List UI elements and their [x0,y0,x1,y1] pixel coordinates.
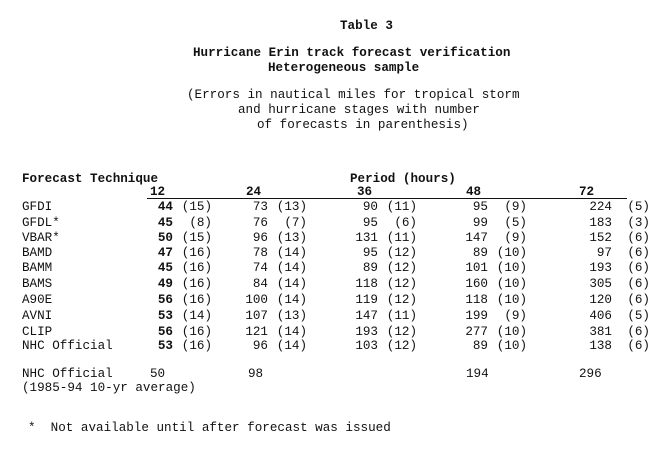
error-value: 152 [589,231,612,245]
table-subtitle: Heterogeneous sample [268,61,420,75]
error-value: 95 [362,246,378,260]
error-value: 119 [355,293,378,307]
error-value: 78 [252,246,268,260]
error-value: 89 [472,246,488,260]
error-value: 76 [252,216,268,230]
error-value: 147 [465,231,488,245]
forecast-count: (12) [386,246,417,260]
technique-subtext: (1985-94 10-yr average) [22,381,196,395]
technique-cell: NHC Official [22,367,113,381]
forecast-count: (5) [627,309,650,323]
error-value: 97 [596,246,612,260]
technique-cell: A90E [22,293,53,307]
forecast-count: (5) [504,216,527,230]
error-value: 99 [472,216,488,230]
error-value: 73 [252,200,268,214]
error-value: 305 [589,277,612,291]
error-value: 101 [465,261,488,275]
error-value: 90 [362,200,378,214]
forecast-count: (16) [181,293,212,307]
forecast-count: (12) [386,277,417,291]
error-value: 95 [362,216,378,230]
forecast-count: (5) [627,200,650,214]
error-value: 160 [465,277,488,291]
error-value: 118 [465,293,488,307]
error-value: 84 [252,277,268,291]
average-error-value: 50 [150,367,166,381]
forecast-count: (3) [627,216,650,230]
error-value: 138 [589,339,612,353]
forecast-count: (16) [181,246,212,260]
error-value: 56 [157,293,173,307]
forecast-count: (12) [386,339,417,353]
forecast-count: (10) [496,261,527,275]
error-value: 45 [157,216,173,230]
forecast-count: (16) [181,325,212,339]
technique-header: Forecast Technique [22,172,159,186]
forecast-count: (14) [276,277,307,291]
error-value: 193 [355,325,378,339]
error-value: 381 [589,325,612,339]
forecast-count: (6) [627,293,650,307]
period-column-header: 24 [246,185,262,199]
error-value: 131 [355,231,378,245]
error-value: 56 [157,325,173,339]
technique-cell: BAMD [22,246,53,260]
forecast-count: (16) [181,339,212,353]
error-value: 44 [157,200,173,214]
forecast-count: (13) [276,309,307,323]
error-value: 47 [157,246,173,260]
error-value: 96 [252,231,268,245]
period-column-header: 12 [150,185,166,199]
forecast-count: (10) [496,277,527,291]
forecast-count: (7) [284,216,307,230]
forecast-count: (6) [627,231,650,245]
forecast-count: (13) [276,200,307,214]
technique-cell: CLIP [22,325,53,339]
forecast-count: (6) [627,339,650,353]
forecast-count: (16) [181,261,212,275]
table-title: Hurricane Erin track forecast verification [193,46,511,60]
forecast-count: (12) [386,293,417,307]
error-value: 49 [157,277,173,291]
error-value: 277 [465,325,488,339]
error-value: 147 [355,309,378,323]
forecast-count: (6) [627,277,650,291]
error-value: 183 [589,216,612,230]
technique-cell: GFDI [22,200,53,214]
forecast-count: (10) [496,293,527,307]
technique-cell: VBAR* [22,231,60,245]
table-label: Table 3 [340,19,393,33]
technique-cell: NHC Official [22,339,113,353]
average-error-value: 296 [579,367,602,381]
error-value: 89 [472,339,488,353]
forecast-count: (12) [386,261,417,275]
error-value: 118 [355,277,378,291]
error-value: 50 [157,231,173,245]
forecast-count: (11) [386,231,417,245]
units-note-line: of forecasts in parenthesis) [257,118,469,132]
forecast-count: (16) [181,277,212,291]
error-value: 406 [589,309,612,323]
period-column-header: 48 [466,185,482,199]
error-value: 74 [252,261,268,275]
error-value: 100 [245,293,268,307]
period-header: Period (hours) [350,172,456,186]
forecast-count: (15) [181,200,212,214]
forecast-count: (14) [276,261,307,275]
forecast-count: (13) [276,231,307,245]
forecast-count: (14) [276,325,307,339]
forecast-count: (10) [496,325,527,339]
forecast-count: (6) [627,325,650,339]
technique-cell: GFDL* [22,216,60,230]
forecast-count: (9) [504,309,527,323]
forecast-count: (14) [276,246,307,260]
forecast-count: (10) [496,339,527,353]
average-error-value: 98 [248,367,264,381]
error-value: 121 [245,325,268,339]
error-value: 120 [589,293,612,307]
error-value: 107 [245,309,268,323]
forecast-count: (6) [394,216,417,230]
period-column-header: 72 [579,185,595,199]
error-value: 95 [472,200,488,214]
forecast-count: (9) [504,200,527,214]
forecast-count: (14) [276,293,307,307]
footnote: * Not available until after forecast was issued [28,421,391,435]
forecast-count: (11) [386,309,417,323]
header-rule [147,198,627,199]
forecast-count: (14) [276,339,307,353]
technique-cell: AVNI [22,309,53,323]
error-value: 193 [589,261,612,275]
forecast-count: (15) [181,231,212,245]
units-note-line: (Errors in nautical miles for tropical storm [187,88,520,102]
error-value: 89 [362,261,378,275]
error-value: 96 [252,339,268,353]
technique-cell: BAMM [22,261,53,275]
technique-cell: BAMS [22,277,53,291]
forecast-count: (12) [386,325,417,339]
error-value: 53 [157,309,173,323]
forecast-count: (8) [189,216,212,230]
error-value: 45 [157,261,173,275]
period-column-header: 36 [357,185,373,199]
forecast-count: (9) [504,231,527,245]
forecast-count: (11) [386,200,417,214]
forecast-count: (14) [181,309,212,323]
average-error-value: 194 [466,367,489,381]
forecast-count: (10) [496,246,527,260]
error-value: 224 [589,200,612,214]
forecast-count: (6) [627,246,650,260]
error-value: 53 [157,339,173,353]
forecast-count: (6) [627,261,650,275]
error-value: 199 [465,309,488,323]
error-value: 103 [355,339,378,353]
units-note-line: and hurricane stages with number [238,103,480,117]
